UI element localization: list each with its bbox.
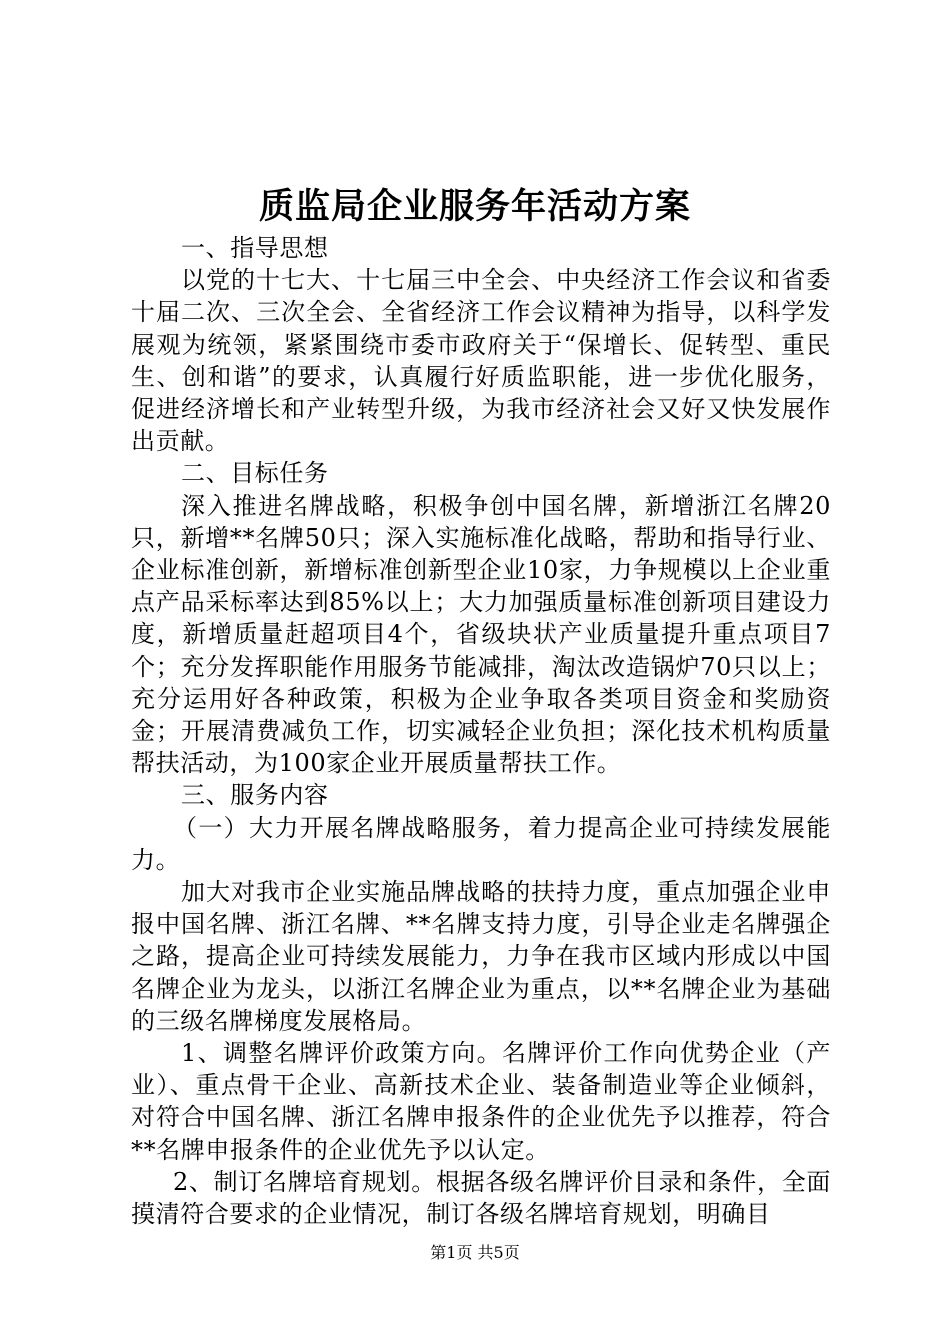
document-title: 质监局企业服务年活动方案 bbox=[258, 186, 691, 227]
document-body bbox=[131, 232, 831, 1230]
paragraph-item-1: 1、调整名牌评价政策方向。名牌评价工作向优势企业（产业）、重点骨干企业、高新技术企业、装备制造业等企业倾斜，对符合中国名牌、浙江名牌申报条件的企业优先予以推荐，符合**名牌申报条件的企业优先予以认定。 bbox=[131, 1039, 831, 1164]
subsection-heading-brand-strategy: （一）大力开展名牌战略服务，着力提高企业可持续发展能力。 bbox=[131, 813, 831, 874]
paragraph-item-2: 2、制订名牌培育规划。根据各级名牌评价目录和条件，全面摸清符合要求的企业情况，制订各级名牌培育规划，明确目 bbox=[131, 1167, 831, 1229]
page-number-footer: 第1页 共5页 bbox=[430, 1243, 520, 1262]
section-heading-goals: 二、目标任务 bbox=[181, 459, 329, 488]
paragraph-goals: 深入推进名牌战略，积极争创中国名牌，新增浙江名牌20只，新增**名牌50只；深入实施标准化战略，帮助和指导行业、企业标准创新，新增标准创新型企业10家，力争规模以上企业重点产品采标率达到85%以上；大力加强质量标准创新项目建设力度，新增质量赶超项目4个，省级块状产业质量提升重点项目7个；充分发挥职能作用服务节能减排，淘汰改造锅炉70只以上；充分运用好各种政策，积极为企业争取各类项目资金和奖励资金；开展清费减负工作，切实减轻企业负担；深化技术机构质量帮扶活动，为100家企业开展质量帮扶工作。 bbox=[131, 491, 831, 778]
paragraph-brand-strategy: 加大对我市企业实施品牌战略的扶持力度，重点加强企业申报中国名牌、浙江名牌、**名牌支持力度，引导企业走名牌强企之路，提高企业可持续发展能力，力争在我市区域内形成以中国名牌企业为龙头，以浙江名牌企业为重点，以**名牌企业为基础的三级名牌梯度发展格局。 bbox=[131, 878, 831, 1035]
paragraph-guiding-thought: 以党的十七大、十七届三中全会、中央经济工作会议和省委十届二次、三次全会、全省经济工作会议精神为指导，以科学发展观为统领，紧紧围绕市委市政府关于“保增长、促转型、重民生、创和谐”的要求，认真履行好质监职能，进一步优化服务，促进经济增长和产业转型升级，为我市经济社会又好又快发展作出贡献。 bbox=[131, 266, 831, 456]
section-heading-service-content: 三、服务内容 bbox=[181, 781, 329, 810]
section-heading-guiding-thought: 一、指导思想 bbox=[181, 234, 329, 262]
